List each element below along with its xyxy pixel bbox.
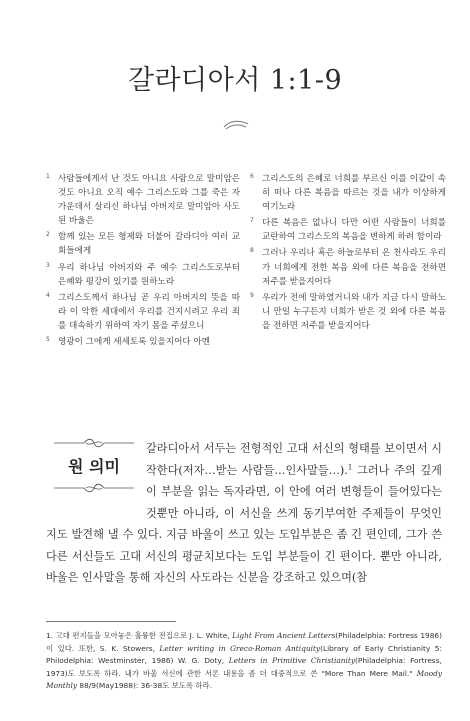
verse-3 [46, 261, 240, 289]
verse-column-right [250, 172, 446, 335]
footnote-number: 1. [46, 631, 54, 640]
verse-5 [46, 335, 240, 349]
footnote-text: (Philadelphia: Fortress 1986)이 있다. 또한, S. K. Stowers, [46, 631, 443, 653]
verse-number: 4 [46, 291, 50, 299]
ornamental-rule-icon [52, 483, 136, 493]
verse-number: 3 [46, 261, 50, 269]
flourish-ornament-icon [222, 118, 250, 132]
verse-number: 9 [250, 291, 254, 299]
verse-8 [250, 246, 446, 288]
verse-4 [46, 291, 240, 333]
verse-2 [46, 230, 240, 258]
footnote-divider [46, 621, 176, 622]
verse-number: 2 [46, 231, 50, 239]
footnote-book-title: Letter writing in Greco-Roman Antiquity [159, 643, 321, 653]
verse-text: 그리스도의 은혜로 너희를 부르신 이를 이같이 속히 떠나 다른 복음을 따르는 것을 내가 이상하게 여기노라 [262, 174, 446, 213]
verse-9 [250, 291, 446, 333]
verse-number: 6 [250, 173, 254, 180]
verse-text: 함께 있는 모든 형제와 더불어 갈라디아 여러 교회들에게 [58, 232, 240, 257]
verse-7 [250, 216, 446, 244]
verse-text: 다른 복음은 없나니 다만 어떤 사람들이 너희를 교란하여 그리스도의 복음을 변하게 하려 함이라 [262, 218, 446, 243]
verse-number: 7 [250, 217, 254, 225]
verse-text: 사람들에게서 난 것도 아니요 사람으로 말미암은 것도 아니요 오직 예수 그리스도와 그를 죽은 자 가운데서 살리신 하나님 아버지로 말미암아 사도 된 바울은 [58, 174, 240, 227]
footnote [46, 630, 442, 693]
footnote-text: (Library of Early Christianity 5: Philodelphia: Westminster, 1986) W. G. Doty, [46, 643, 442, 666]
footnote-book-title: Light From Ancient Letters [232, 631, 336, 640]
footnote-reference[interactable]: 1 [347, 462, 353, 471]
verse-6 [250, 172, 446, 214]
verse-text: 영광이 그에게 세세토록 있을지어다 아멘 [58, 337, 211, 348]
section-label: 원 의미 [68, 457, 120, 476]
verse-column-left [46, 172, 240, 351]
verse-number: 8 [250, 247, 254, 255]
verse-1 [46, 172, 240, 228]
verse-text: 그러나 우리나 혹은 하늘로부터 온 천사라도 우리가 너희에게 전한 복음 외에 다른 복음을 전하면 저주를 받을지어다 [262, 248, 446, 287]
footnote-text: 고대 편지들을 모아놓은 훌륭한 전집으로 J. L. White, [55, 631, 233, 640]
body-text-part: 그러나 주의 깊게 이 부분을 읽는 독자라면, 이 안에 여러 변형들이 들어있다는 것뿐만 아니라, 이 서신을 쓰게 동기부여한 주제들이 무엇인지도 발견해 낼 수 있다. 지금 바울이 쓰고 있는 도입부분은 좀 긴 편인데, 그가 쓴 다른 서신들도 고대 서신의 평균치보다는 도입 부분들이 긴 편이다. 뿐만 아니라, 바울은 인사말을 통해 자신의 사도라는 신분을 강조하고 있으며(참 [46, 463, 442, 584]
section-label-box [52, 438, 136, 493]
verse-number: 5 [46, 336, 50, 344]
footnote-text: 88/9(May1988): 36-38도 보도록 하라. [77, 681, 213, 691]
page-title: 갈라디아서 1:1-9 [127, 65, 343, 96]
ornamental-rule-icon [52, 438, 136, 448]
body-text-part: 갈라디아서 서두는 전형적인 고대 서신의 형태를 보이면서 시작한다(저자…받는 사람들…인사말들…). [146, 442, 442, 477]
verse-number: 1 [46, 173, 50, 180]
verse-text: 그리스도께서 하나님 곧 우리 아버지의 뜻을 따라 이 악한 세대에서 우리를 건지시려고 우리 죄를 대속하기 위하여 자기 몸을 주셨으니 [58, 292, 240, 331]
footnote-text: (Philadelphia: Fortress, 1973)도 보도록 하라. 내가 바울 서신에 관한 서론 내용을 좀 더 대중적으로 쓴 "More Than Mere Mail." [46, 656, 442, 678]
footnote-book-title: Moody Monthly [46, 668, 442, 691]
verse-text: 우리 하나님 아버지와 주 예수 그리스도로부터 은혜와 평강이 있기를 원하노라 [58, 262, 240, 287]
footnote-book-title: Letters in Primitive Christianity [228, 656, 355, 666]
verse-text: 우리가 전에 말하였거니와 내가 지금 다시 말하노니 만일 누구든지 너희가 받은 것 외에 다른 복음을 전하면 저주를 받을지어다 [262, 292, 446, 331]
